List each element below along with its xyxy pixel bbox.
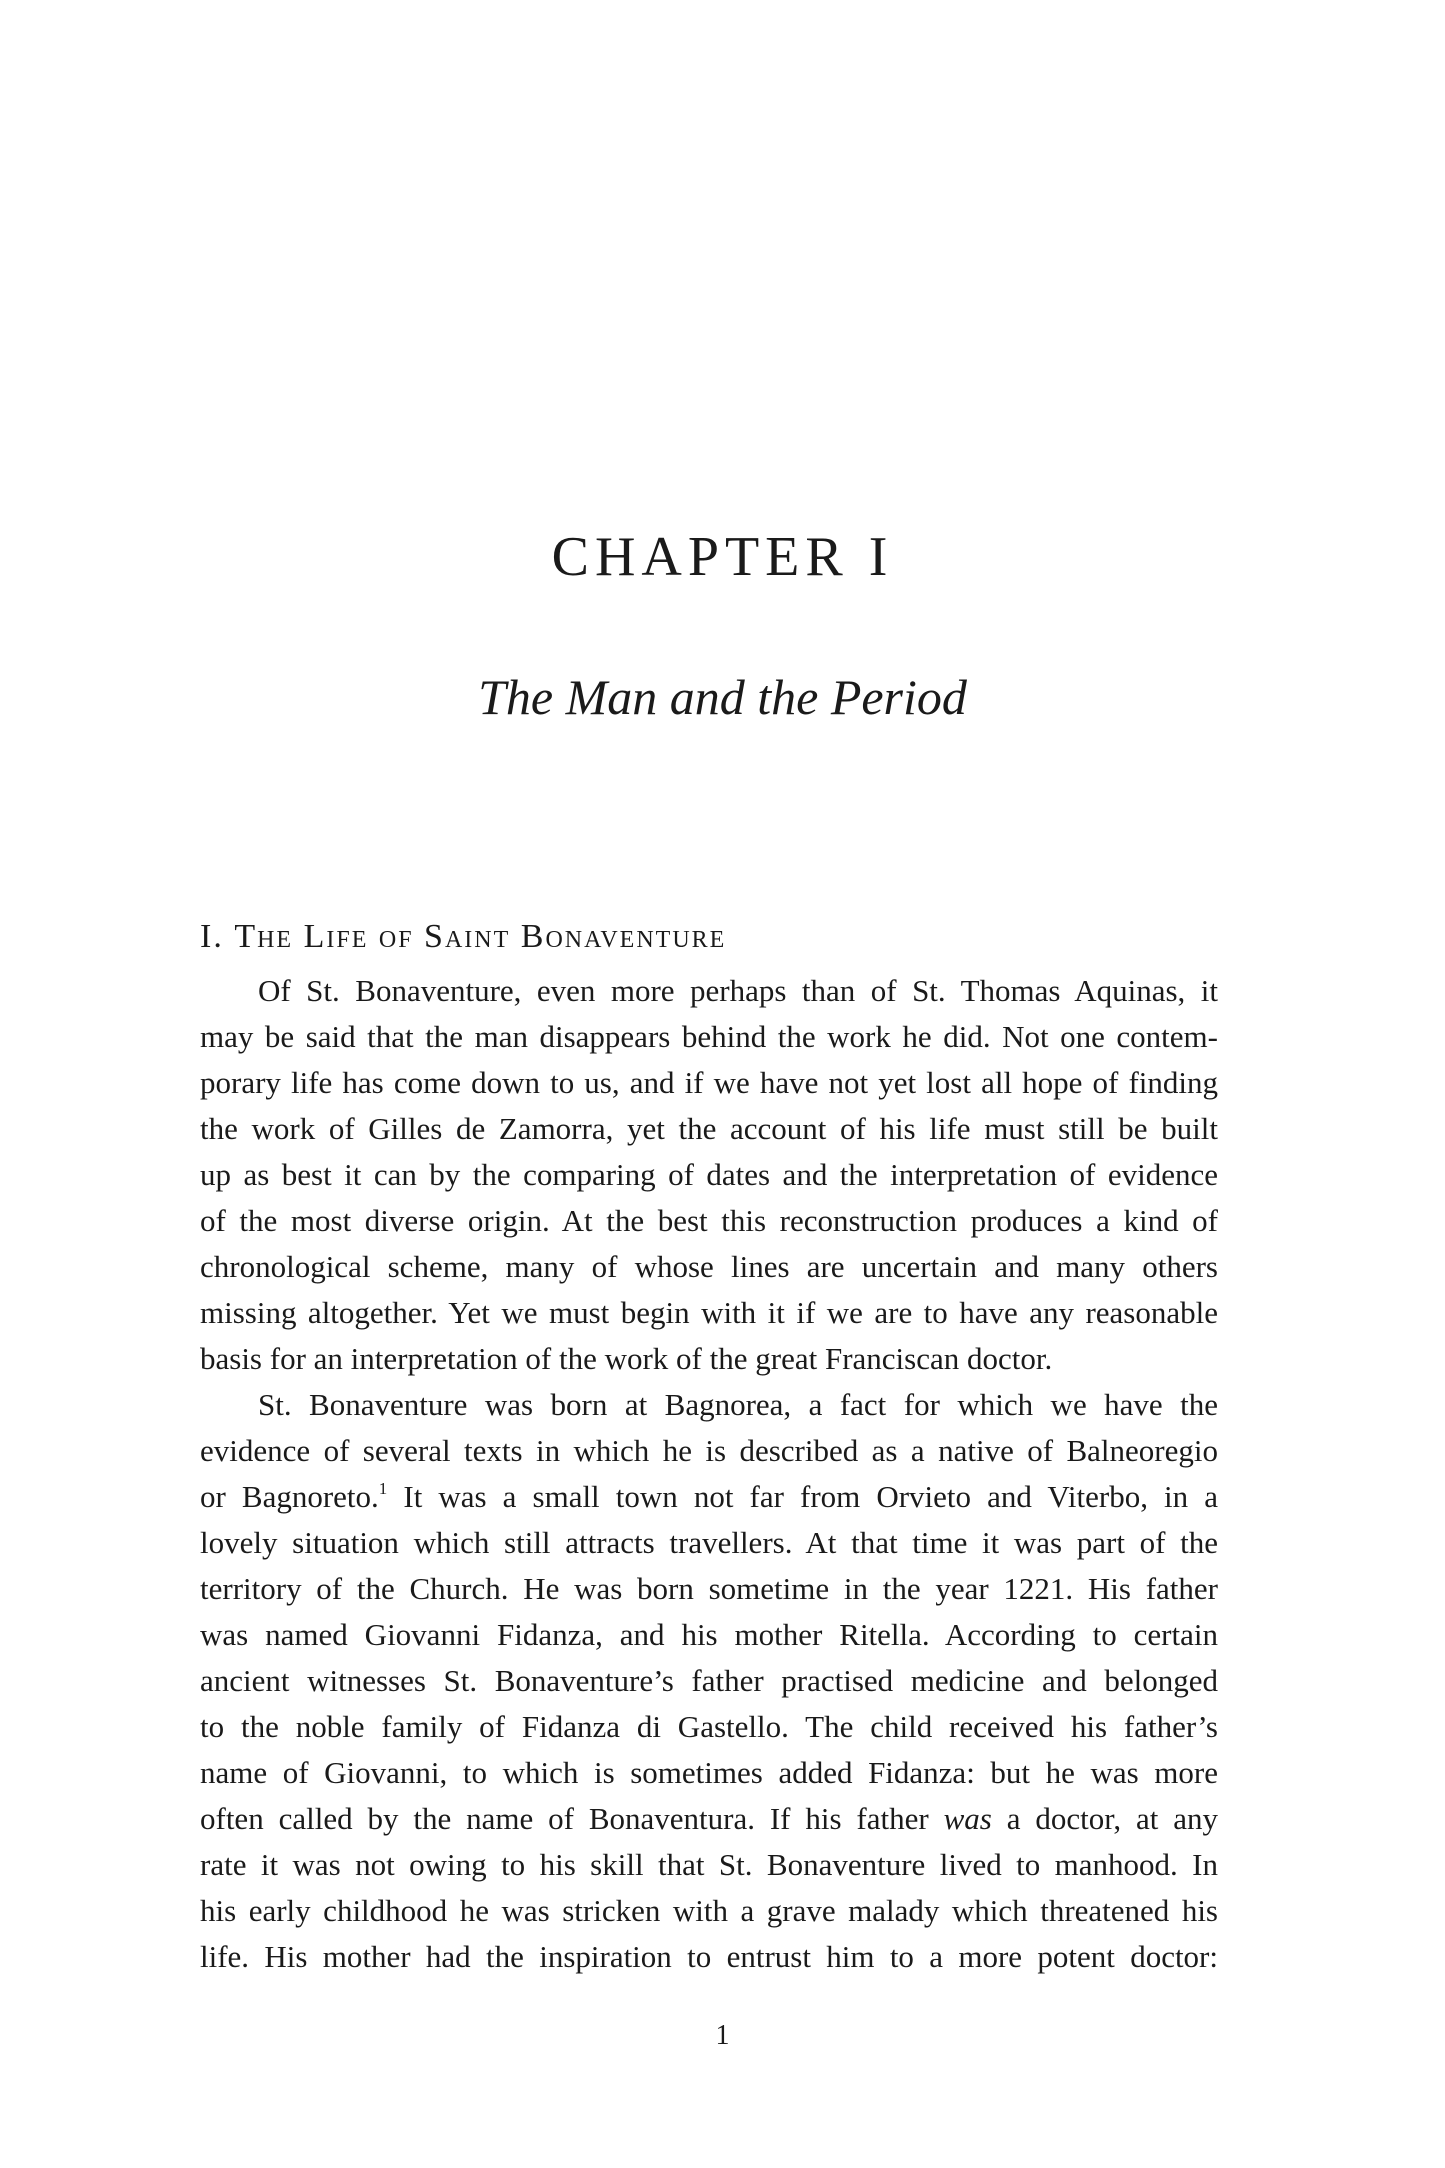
- text-span: It was a small town not far from Orvieto and Viterbo, in a: [403, 1479, 1218, 1514]
- text-span: a doctor, at any: [991, 1801, 1218, 1836]
- body-text: [200, 968, 1218, 1980]
- text-line: St. Bonaventure was born at Bagnorea, a fact for which we have the: [258, 1387, 1218, 1422]
- text-line: rate it was not owing to his skill that St. Bonaventure lived to manhood. In: [200, 1847, 1218, 1882]
- text-line: [200, 1474, 1218, 1520]
- text-line: evidence of several texts in which he is described as a native of Balneoregio: [200, 1433, 1218, 1468]
- text-line: was named Giovanni Fidanza, and his mother Ritella. According to certain: [200, 1617, 1218, 1652]
- text-line: [200, 1796, 1218, 1842]
- section-number: I.: [200, 918, 224, 955]
- text-line: porary life has come down to us, and if we have not yet lost all hope of finding: [200, 1065, 1218, 1100]
- text-line: ancient witnesses St. Bonaventure’s father practised medicine and belonged: [200, 1663, 1218, 1698]
- text-line: missing altogether. Yet we must begin with it if we are to have any reasonable: [200, 1295, 1218, 1330]
- text-line: the work of Gilles de Zamorra, yet the account of his life must still be built: [200, 1111, 1218, 1146]
- text-line: name of Giovanni, to which is sometimes added Fidanza: but he was more: [200, 1755, 1218, 1790]
- text-line: Of St. Bonaventure, even more perhaps than of St. Thomas Aquinas, it: [258, 973, 1218, 1008]
- text-line: may be said that the man disappears behind the work he did. Not one contem-: [200, 1019, 1218, 1054]
- text-line: to the noble family of Fidanza di Gastello. The child received his father’s: [200, 1709, 1218, 1744]
- chapter-heading: CHAPTER I: [551, 526, 894, 588]
- text-line: of the most diverse origin. At the best this reconstruction produces a kind of: [200, 1203, 1218, 1238]
- text-span: or Bagnoreto.: [200, 1479, 379, 1514]
- section-heading: [200, 918, 726, 956]
- text-line: chronological scheme, many of whose lines are uncertain and many others: [200, 1249, 1218, 1284]
- text-line: up as best it can by the comparing of dates and the interpretation of evidence: [200, 1157, 1218, 1192]
- text-span: often called by the name of Bonaventura. If his father: [200, 1801, 944, 1836]
- emphasis: was: [943, 1801, 992, 1836]
- chapter-subtitle: The Man and the Period: [478, 669, 967, 725]
- page-number: 1: [715, 2020, 730, 2051]
- text-line: basis for an interpretation of the work of the great Franciscan doctor.: [200, 1341, 1053, 1376]
- footnote-marker[interactable]: 1: [378, 1478, 388, 1498]
- section-title: The Life of Saint Bonaventure: [234, 918, 727, 955]
- paragraph-1: [200, 968, 1218, 1382]
- paragraph-2: [200, 1382, 1218, 1980]
- text-line: his early childhood he was stricken with a grave malady which threatened his: [200, 1893, 1218, 1928]
- text-line: lovely situation which still attracts travellers. At that time it was part of the: [200, 1525, 1218, 1560]
- text-line: territory of the Church. He was born sometime in the year 1221. His father: [200, 1571, 1218, 1606]
- text-line: life. His mother had the inspiration to entrust him to a more potent doctor:: [200, 1939, 1218, 1974]
